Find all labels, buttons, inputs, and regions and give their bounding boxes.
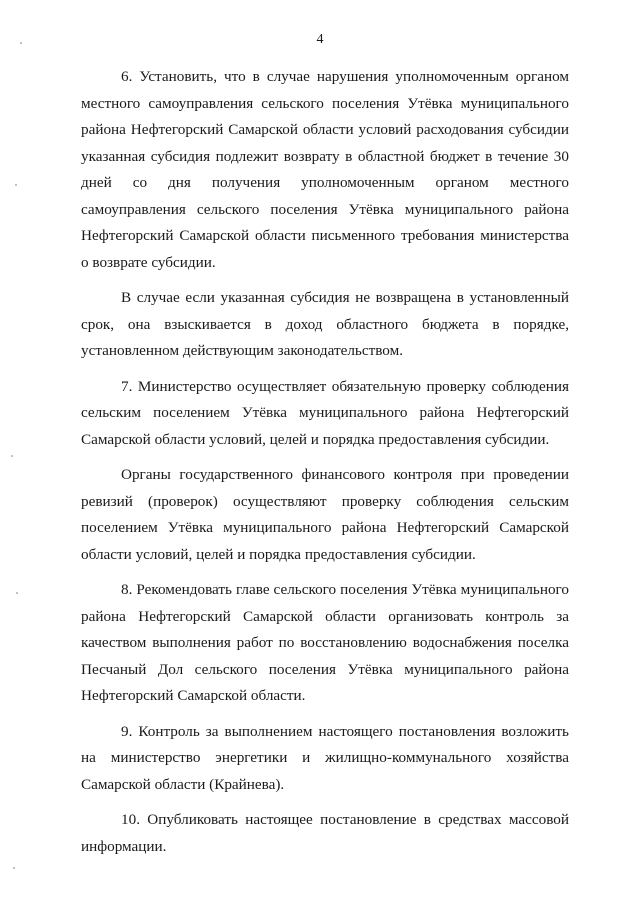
document-body bbox=[81, 64, 569, 869]
paragraph-clause-7: 7. Министерство осуществляет обязательную проверку соблюдения сельским поселением Утёвка муниципального района Нефтегорский Самарской области условий, целей и порядка предоставления субсидии. bbox=[81, 377, 569, 448]
scan-speck bbox=[16, 592, 18, 594]
scan-speck bbox=[13, 867, 15, 869]
paragraph-clause-10: 10. Опубликовать настоящее постановление в средствах массовой информации. bbox=[81, 811, 569, 855]
paragraph-clause-7-control-bodies: Органы государственного финансового контроля при проведении ревизий (проверок) осуществляют проверку соблюдения сельским поселением Утёвка муниципального района Нефтегорский Самарской области условий, целей и порядка предоставления субсидии. bbox=[81, 466, 569, 563]
page-number: 4 bbox=[316, 32, 324, 47]
scan-speck bbox=[15, 184, 17, 186]
paragraph-clause-6: 6. Установить, что в случае нарушения уполномоченным органом местного самоуправления сельского поселения Утёвка муниципального района Нефтегорский Самарской области условий расходования субсидии указанная субсидия подлежит возврату в областной бюджет в течение 30 дней со дня получения уполномоченным органом местного самоуправления сельского поселения Утёвка муниципального района Нефтегорский Самарской области письменного требования министерства о возврате субсидии. bbox=[81, 68, 569, 271]
scan-speck bbox=[11, 455, 13, 457]
paragraph-clause-8: 8. Рекомендовать главе сельского поселения Утёвка муниципального района Нефтегорский Самарской области организовать контроль за качеством выполнения работ по восстановлению водоснабжения поселка Песчаный Дол сельского поселения Утёвка муниципального района Нефтегорский Самарской области. bbox=[81, 581, 569, 704]
scan-speck bbox=[20, 42, 22, 44]
paragraph-clause-9: 9. Контроль за выполнением настоящего постановления возложить на министерство энергетики и жилищно-коммунального хозяйства Самарской области (Крайнева). bbox=[81, 722, 569, 793]
paragraph-clause-6-recovery: В случае если указанная субсидия не возвращена в установленный срок, она взыскивается в доход областного бюджета в порядке, установленном действующим законодательством. bbox=[81, 289, 569, 359]
